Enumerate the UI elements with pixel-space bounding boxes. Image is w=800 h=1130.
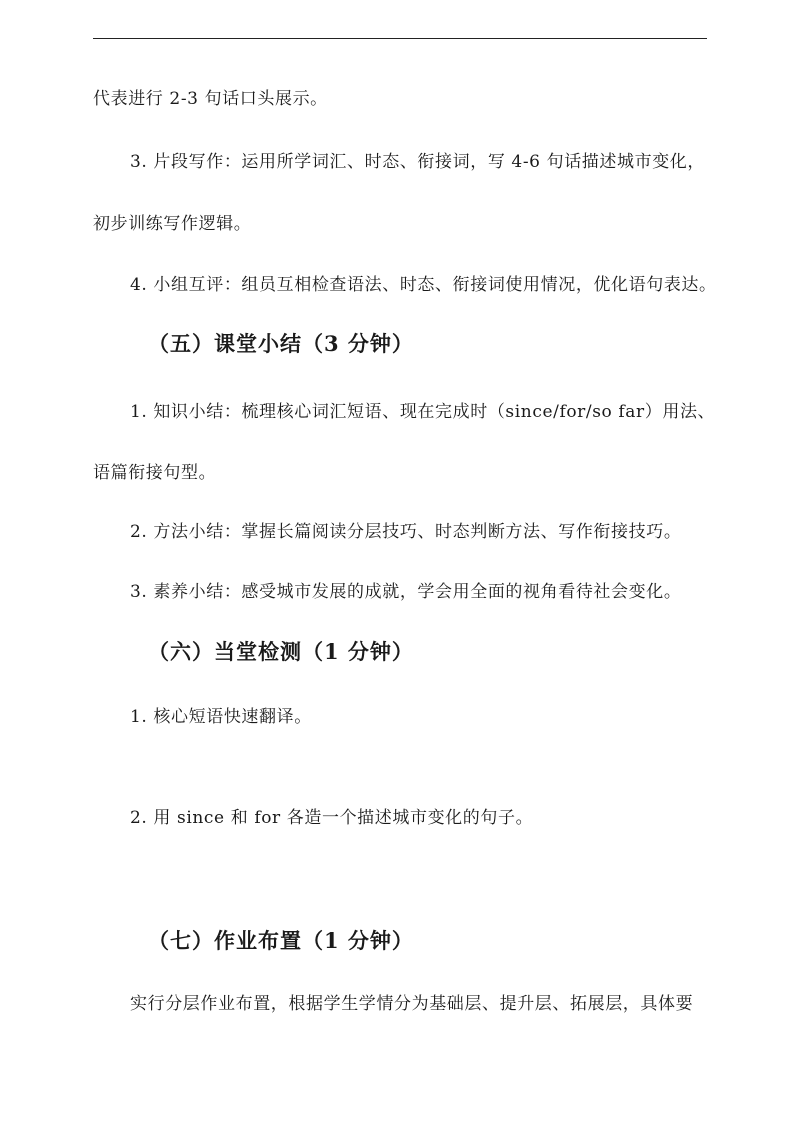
paragraph-line: 3. 素养小结：感受城市发展的成就，学会用全面的视角看待社会变化。 xyxy=(130,582,682,602)
paragraph-line: 语篇衔接句型。 xyxy=(93,463,217,483)
paragraph-line: 初步训练写作逻辑。 xyxy=(93,214,252,234)
paragraph-line: 2. 方法小结：掌握长篇阅读分层技巧、时态判断方法、写作衔接技巧。 xyxy=(130,522,682,542)
paragraph-line: 2. 用 since 和 for 各造一个描述城市变化的句子。 xyxy=(130,808,534,828)
header-rule xyxy=(93,38,707,39)
paragraph-line: 3. 片段写作：运用所学词汇、时态、衔接词，写 4-6 句话描述城市变化， xyxy=(130,152,706,172)
section-heading: （六）当堂检测（1 分钟） xyxy=(148,639,414,664)
paragraph-line: 1. 核心短语快速翻译。 xyxy=(130,707,312,727)
paragraph-line: 代表进行 2-3 句话口头展示。 xyxy=(93,89,328,109)
paragraph-line: 实行分层作业布置，根据学生学情分为基础层、提升层、拓展层，具体要 xyxy=(130,994,694,1014)
section-heading: （七）作业布置（1 分钟） xyxy=(148,928,414,953)
section-heading: （五）课堂小结（3 分钟） xyxy=(148,331,414,356)
paragraph-line: 4. 小组互评：组员互相检查语法、时态、衔接词使用情况，优化语句表达。 xyxy=(130,275,717,295)
paragraph-line: 1. 知识小结：梳理核心词汇短语、现在完成时（since/for/so far）用法、 xyxy=(130,402,716,422)
